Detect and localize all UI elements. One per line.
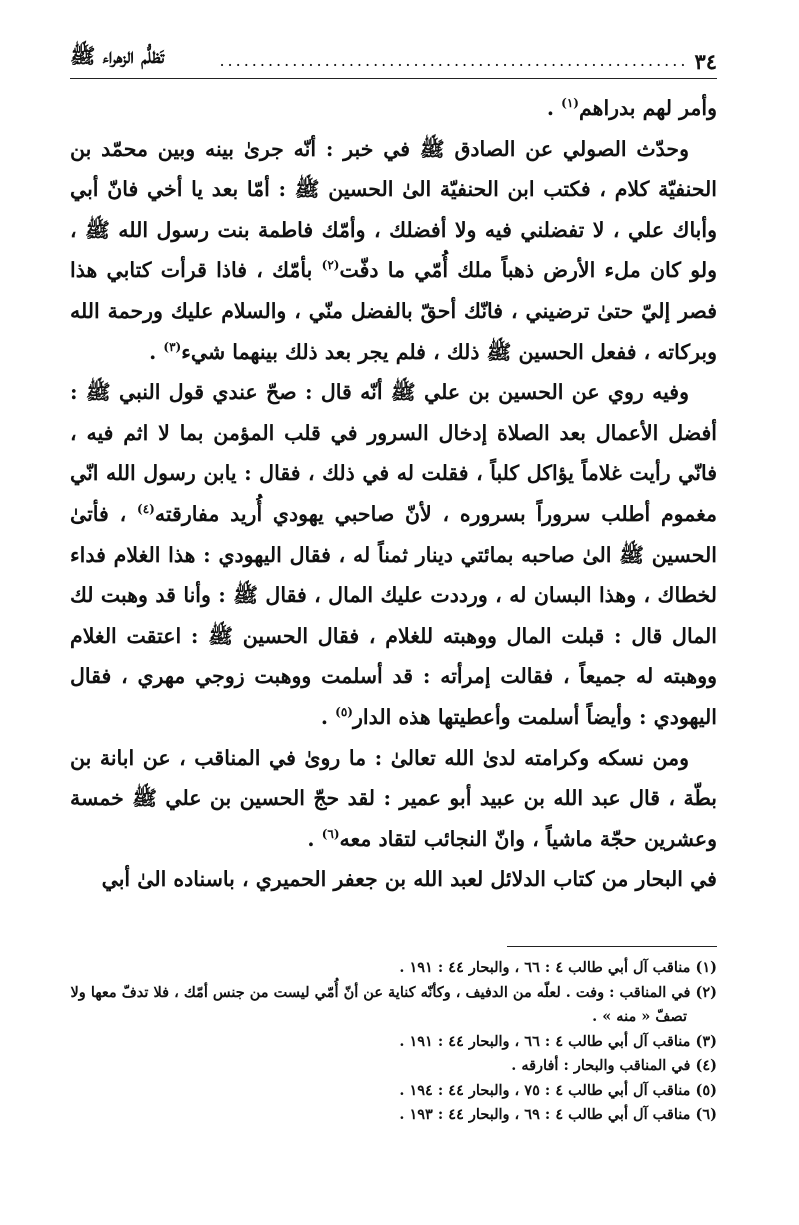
footnote-text: في المناقب والبحار : أفارقه . <box>511 1057 691 1074</box>
footnote-ref: (١) <box>561 96 579 111</box>
running-header <box>70 40 717 74</box>
footnote-ref: (٢) <box>321 258 340 273</box>
footnote-text: مناقب آل أبي طالب ٤ : ٦٩ ، والبحار ٤٤ : ١٩٣ . <box>399 1106 691 1123</box>
footnotes <box>70 956 717 1128</box>
footnote-number: (٥) <box>695 1081 717 1099</box>
header-rule <box>70 78 717 79</box>
footnote-number: (٢) <box>695 983 717 1001</box>
footnote-continuation: تصفّ « منه » . <box>592 1008 687 1025</box>
footnote-rule <box>507 946 717 947</box>
footnote <box>70 1103 717 1128</box>
footnote <box>70 1079 717 1104</box>
footnote-number: (٣) <box>695 1032 717 1050</box>
paragraph-text: في البحار من كتاب الدلائل لعبد الله بن جعفر الحميري ، باسناده الىٰ أبي <box>101 867 717 892</box>
document-page <box>70 0 717 1225</box>
paragraph <box>70 372 717 737</box>
footnote <box>70 981 717 1006</box>
footnote-text: مناقب آل أبي طالب ٤ : ٦٦ ، والبحار ٤٤ : ١٩١ . <box>399 1032 691 1050</box>
paragraph <box>70 738 717 860</box>
paragraph-text: بأمّك ، فاذا قرأت كتابي هذا فصر إليّ حتىٰ ترضيني ، فانّك أحقّ بالفضل منّي ، والسلام عليك ورحمة الله وبركاته ، ففعل الحسين ﷺ ذلك ، فلم يجر بعد ذلك بينهما شيء <box>70 258 717 364</box>
footnote-number: (٦) <box>695 1106 717 1123</box>
footnote-number: (١) <box>695 959 717 976</box>
footnote <box>70 956 717 981</box>
footnote <box>70 1054 717 1079</box>
paragraph-text: . <box>307 826 322 851</box>
paragraph-text: . <box>149 339 164 364</box>
body-text <box>70 88 717 900</box>
footnote-text: في المناقب : وفت . لعلّه من الدفيف ، وكأنّه كناية عن أنّ أُمّي ليست من جنس أمّك ، فلا تدفّ معها ولا <box>70 983 691 1001</box>
page-number: ٣٤ <box>694 49 717 74</box>
footnote-ref: (٥) <box>335 705 353 720</box>
paragraph-text: . <box>320 704 336 729</box>
paragraph <box>70 129 717 373</box>
paragraph-text: ومن نسكه وكرامته لدىٰ الله تعالىٰ : ما روىٰ في المناقب ، عن ابانة بن بطّة ، قال عبد الله بن عبيد أبو عمير : لقد حجّ الحسين بن علي ﷺ خمسة وعشرين حجّة ماشياً ، وانّ النجائب لتقاد معه <box>70 745 717 851</box>
paragraph <box>70 88 717 129</box>
footnote-number: (٤) <box>695 1057 717 1074</box>
footnote-ref: (٦) <box>321 826 340 841</box>
header-leader-dots: .......................................................... <box>219 51 689 70</box>
paragraph <box>70 859 717 900</box>
footnote-text: مناقب آل أبي طالب ٤ : ٦٦ ، والبحار ٤٤ : ١٩١ . <box>399 959 691 976</box>
paragraph-text: . <box>546 96 562 120</box>
running-title: تَظلُّم الزهراء ﷺ <box>70 43 164 68</box>
footnote-ref: (٣) <box>163 339 182 354</box>
paragraph-text: وأمر لهم بدراهم <box>578 96 717 120</box>
footnote-text: مناقب آل أبي طالب ٤ : ٧٥ ، والبحار ٤٤ : ١٩٤ . <box>399 1081 691 1099</box>
footnote <box>70 1030 717 1055</box>
paragraph-text: وحدّث الصولي عن الصادق ﷺ في خبر : أنّه جرىٰ بينه وبين محمّد بن الحنفيّة كلام ، فكتب ابن الحنفيّة الىٰ الحسين ﷺ : أمّا بعد يا أخي فانّ أبي وأباك علي ، لا تفضلني فيه ولا أفضلك ، وأمّك فاطمة بنت رسول الله ﷺ ، ولو كان ملء الأرض ذهباً ملك أُمّي ما دفّت <box>70 136 718 283</box>
footnote-ref: (٤) <box>137 502 155 517</box>
paragraph-text: وفيه روي عن الحسين بن علي ﷺ أنّه قال : صحّ عندي قول النبي ﷺ : أفضل الأعمال بعد الصلاة إدخال السرور في قلب المؤمن بما لا اثم فيه ، فانّي رأيت غلاماً يؤاكل كلباً ، فقلت له في ذلك ، فقال : يابن رسول الله انّي مغموم أطلب سروراً بسروره ، لأنّ صاحبي يهودي أُريد مفارقته <box>70 380 717 526</box>
paragraph-text: ، فأتىٰ الحسين ﷺ الىٰ صاحبه بمائتي دينار ثمناً له ، فقال اليهودي : هذا الغلام فداء لخطاك ، وهذا البسان له ، ورددت عليك المال ، فقال ﷺ : وأنا قد وهبت لك المال قال : قبلت المال ووهبته للغلام ، فقال الحسين ﷺ : اعتقت الغلام ووهبته له جميعاً ، فقالت إمرأته : قد أسلمت ووهبت زوجي مهري ، فقال اليهودي : وأيضاً أسلمت وأعطيتها هذه الدار <box>70 501 717 729</box>
